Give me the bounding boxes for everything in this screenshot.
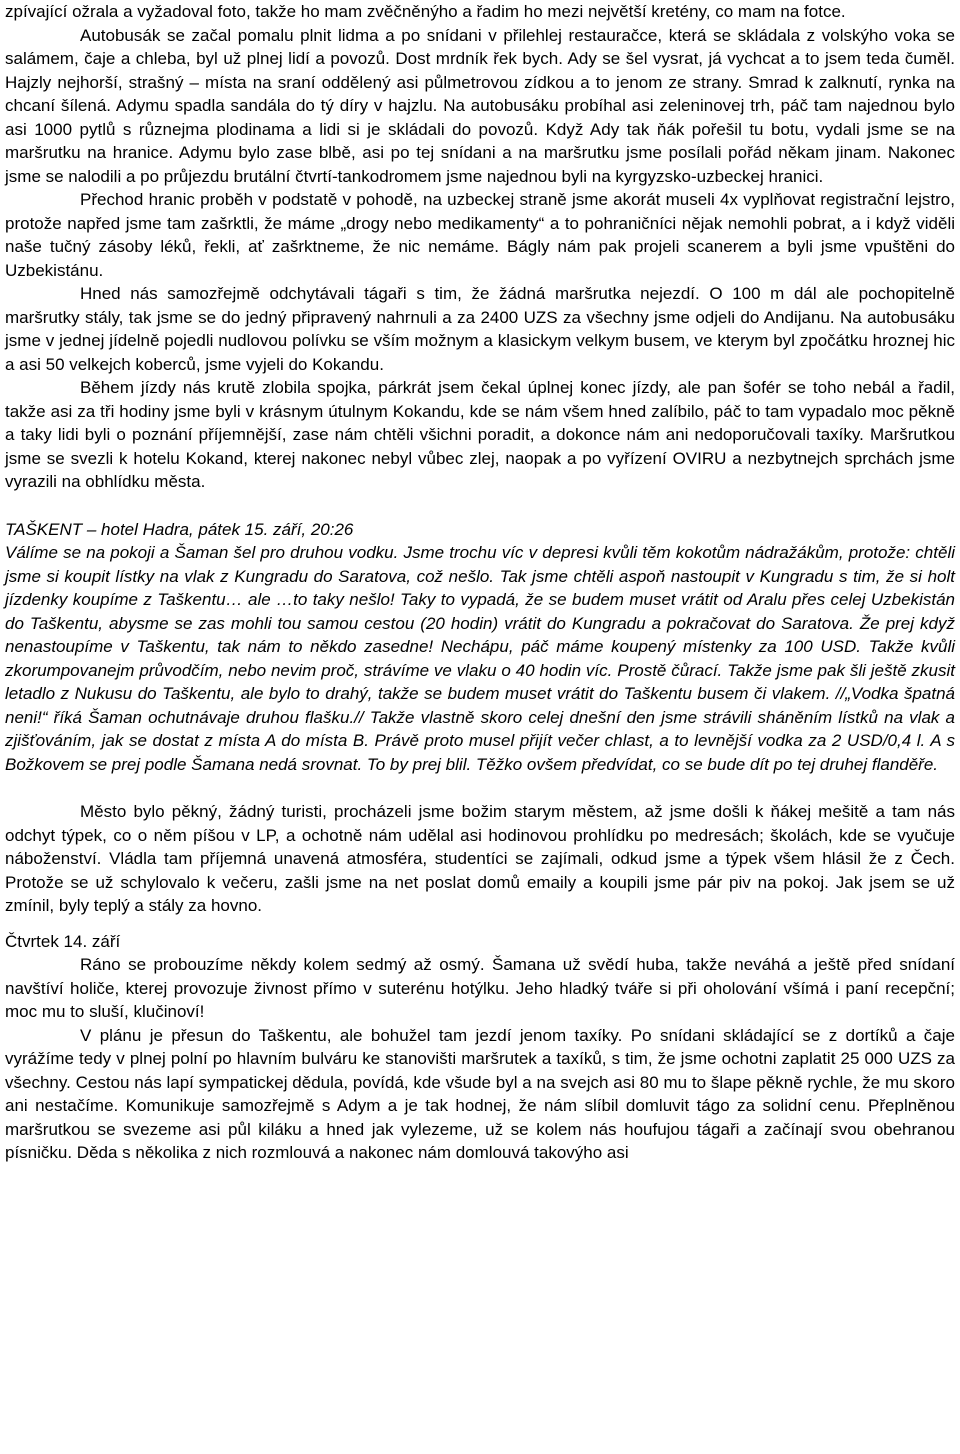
paragraph-kokand-ride: Během jízdy nás krutě zlobila spojka, párkrát jsem čekal úplnej konec jízdy, ale pan šofér se toho nebál a řadil, takže asi za tři hodiny jsme byli v krásnym útulnym Kokandu, kde se nám všem hned zalíbilo, páč to tam vypadalo moc pěkně a taky lidi byli o poznání příjemnější, zase nám chtěli všichni poradit, a dokonce nám ani nedoporučovali taxíky. Maršrutkou jsme se svezli k hotelu Kokand, kterej nakonec nebyl vůbec zlej, naopak a po vyřízení OVIRU a nezbytnejch sprchách jsme vyrazili na obhlídku města. xyxy=(5,378,955,491)
paragraph-bus-station: Autobusák se začal pomalu plnit lidma a po snídani v přilehlej restauračce, která se skládala z volskýho voka se salámem, čaje a chleba, byl už plnej lidí a povozů. Dost mrdník řek bych. Ady se šel vysrat, já vychcat a to jsem teda čuměl. Hajzly nejhorší, strašný – místa na sraní oddělený asi půlmetrovou zídkou a to jenom ze strany. Smrad k zalknutí, rynka na chcaní šílená. Adymu spadla sandála do tý díry v hajzlu. Na autobusáku probíhal asi zeleninovej trh, páč tam najednou bylo asi 1000 pytlů s různejma plodinama a lidi si je skládali do povozů. Když Ady tak ňák pořešil tu botu, vydali jsme se na maršrutku na hranice. Adymu bylo zase blbě, asi po tej snídani a na maršrutku jsme posílali pořád někam jinam. Nakonec jsme se nalodili a po průjezdu brutální čtvrtí-tankodromem jsme najednou byli na kyrgyzsko-uzbeckej hranici. xyxy=(5,25,955,186)
paragraph-border-crossing: Přechod hranic proběh v podstatě v pohodě, na uzbeckej straně jsme akorát museli 4x vyplňovat registrační lejstro, protože napřed jsme tam zašrktli, že máme „drogy nebo medikamenty“ a to pohraničníci nějak nemohli pobrat, a i když viděli naše tučný zásoby léků, řekli, ať zašrktneme, že nic nemáme. Bágly nám pak projeli scanerem a byli jsme vpuštěni do Uzbekistánu. xyxy=(5,190,955,280)
paragraph-city-walk: Město bylo pěkný, žádný turisti, procházeli jsme božim starym městem, až jsme došli k ňákej mešitě a tam nás odchyt týpek, co o něm píšou v LP, a ochotně nám udělal asi hodinovou prohlídku po medresách; školách, kde se vyučuje náboženství. Vládla tam příjemná unavená atmosféra, studentíci se zajímali, odkud jsme a týpek všem hlásil že z Čech. Protože se už schylovalo k večeru, zašli jsme na net poslat domů emaily a koupili jsme pár piv na pokoj. Jak jsem se už zmínil, byly teplý a stály za hovno. xyxy=(5,802,955,915)
spacer xyxy=(5,918,955,930)
section-heading-tashkent: TAŠKENT – hotel Hadra, pátek 15. září, 20:26 xyxy=(5,519,354,539)
paragraph-continued: zpívající ožrala a vyžadoval foto, takže ho mam zvěčněnýho a řadim ho mezi největší kretény, co mam na fotce. xyxy=(5,2,846,21)
paragraph-morning: Ráno se probouzíme někdy kolem sedmý až osmý. Šamana už svědí huba, takže neváhá a ještě před snídaní navštíví holiče, kterej provozuje živnost přímo v suterénu hotýlku. Jeho hladký tváře si při oholování všímá i paní recepční; moc mu to sluší, klučinoví! xyxy=(5,955,955,1021)
paragraph-taxi-plan: V plánu je přesun do Taškentu, ale bohužel tam jezdí jenom taxíky. Po snídani skládající se z dortíků a čaje vyrážíme tedy v plnej polní po hlavním bulváru ke stanovišti maršrutek a taxíků, s tim, že jsme ochotni zaplatit 25 000 UZS za všechny. Cestou nás lapí sympatickej dědula, povídá, kde všude byl a na svejch asi 80 mu to šlape pěkně rychle, že mu skoro ani nestačíme. Komunikuje samozřejmě s Adym a je tak hodnej, že nám slíbil domluvit tágo za solidní cenu. Přeplněnou maršrutkou se svezeme asi půl kiláku a hned jak vylezeme, už se kolem nás houfujou tágaři a začínají svou obehranou písničku. Děda s několika z nich rozmlouvá a nakonec nám domlouvá takovýho asi xyxy=(5,1025,955,1162)
section-heading-thursday: Čtvrtek 14. září xyxy=(5,931,121,951)
document-page xyxy=(5,0,955,1165)
spacer xyxy=(5,776,955,800)
paragraph-tashkent-diary: Válíme se na pokoji a Šaman šel pro druhou vodku. Jsme trochu víc v depresi kvůli těm kokotům nádražákům, protože: chtěli jsme si koupit lístky na vlak z Kungradu do Saratova, což nešlo. Tak jsme chtěli aspoň nastoupit v Kungradu s tim, že si holt jízdenky koupíme z Taškentu… ale …to taky nešlo! Taky to vypadá, že se budem muset vrátit od Aralu přes celej Uzbekistán do Taškentu, abysme se zas mohli tou samou cestou (20 hodin) vrátit do Kungradu a pokračovat do Saratova. Že prej když nenastoupíme v Taškentu, tak nám to někdo zasedne! Nechápu, páč máme koupený místenky za 100 USD. Takže kvůli zkorumpovanejm průvodčím, nebo nevim proč, strávíme ve vlaku o 40 hodin víc. Prostě čůrací. Takže jsme pak šli ještě zkusit letadlo z Nukusu do Taškentu, ale bylo to drahý, takže se budem muset vrátit do Taškentu busem či vlakem. //„Vodka špatná neni!“ říká Šaman ochutnávaje druhou flašku.// Takže vlastně skoro celej dnešní den jsme strávili sháněním lístků na vlak a zjišťováním, jak se dostat z místa A do místa B. Právě proto musel přijít večer chlast, a to levnější vodka za 2 USD/0,4 l. A s Božkovem se prej podle Šamana nedá srovnat. To by prej blil. Těžko ovšem předvídat, co se bude dít po tej druhej flanděře. xyxy=(5,543,955,774)
spacer xyxy=(5,494,955,518)
paragraph-andijan: Hned nás samozřejmě odchytávali tágaři s tim, že žádná maršrutka nejezdí. O 100 m dál ale pochopitelně maršrutky stály, tak jsme se do jedný připravený nahrnuli a za 2400 UZS za všechny jsme odjeli do Andijanu. Na autobusáku jsme v jednej jídelně pojedli nudlovou polívku se vším možnym a klasickym velkym busem, ve kterym byl zpočátku hroznej hic a asi 50 velkejch koberců, jsme vyjeli do Kokandu. xyxy=(5,284,955,374)
